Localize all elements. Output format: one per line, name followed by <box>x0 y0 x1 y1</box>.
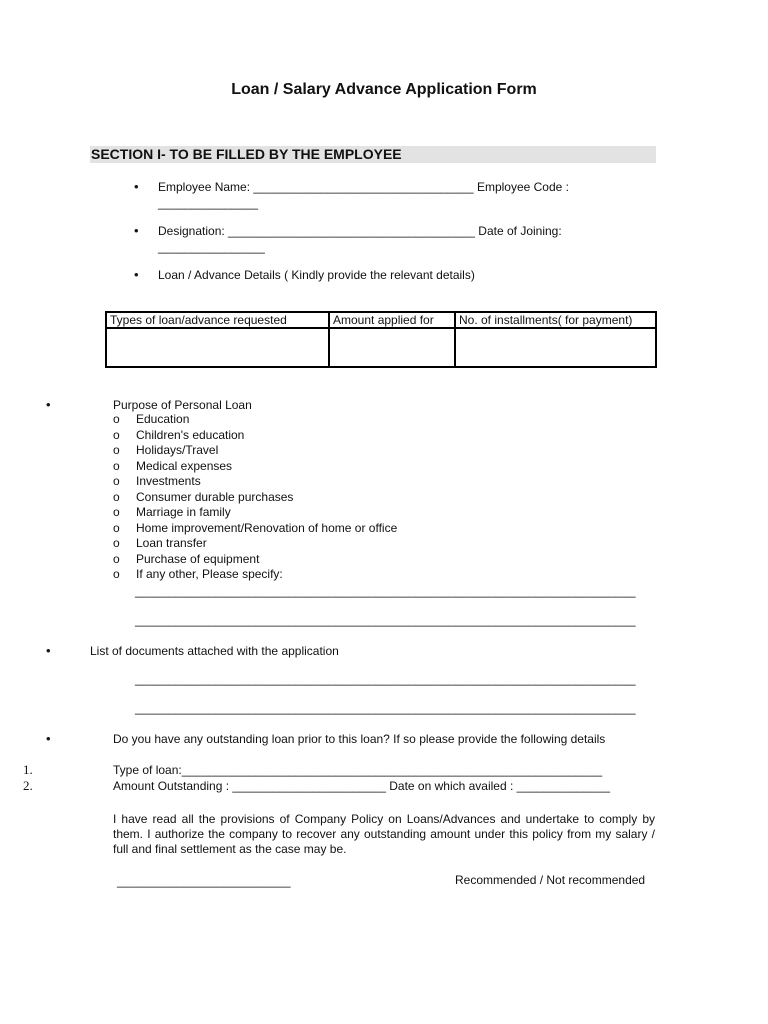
section-heading: SECTION I- TO BE FILLED BY THE EMPLOYEE <box>91 146 402 162</box>
purpose-item: If any other, Please specify: <box>136 567 283 581</box>
purpose-item: Investments <box>136 474 201 488</box>
loan-type-cell[interactable] <box>106 328 329 367</box>
declaration-text: I have read all the provisions of Company Policy on Loans/Advances and undertake to comply by them. I authorize the company to recover any outstanding amount under this policy from my salary / full and final settlement as the case may be. <box>113 812 655 856</box>
purpose-heading: Purpose of Personal Loan <box>113 398 252 412</box>
bullet-icon: • <box>46 731 51 746</box>
documents-heading: List of documents attached with the application <box>90 644 339 658</box>
purpose-item: Consumer durable purchases <box>136 490 294 504</box>
other-specify-line[interactable]: ___________________________________________________________________________ <box>135 613 636 627</box>
sub-bullet-icon: o <box>113 443 120 457</box>
employee-code-field[interactable]: _______________ <box>158 196 259 210</box>
purpose-item: Marriage in family <box>136 505 231 519</box>
other-specify-line[interactable]: ___________________________________________________________________________ <box>135 584 636 598</box>
purpose-item: Holidays/Travel <box>136 443 219 457</box>
sub-bullet-icon: o <box>113 567 120 581</box>
amount-cell[interactable] <box>329 328 455 367</box>
documents-line[interactable]: ___________________________________________________________________________ <box>135 701 636 715</box>
sub-bullet-icon: o <box>113 428 120 442</box>
bullet-icon: • <box>134 267 139 282</box>
designation-field[interactable]: Designation: _____________________________________ Date of Joining: <box>158 224 562 238</box>
table-row <box>106 328 656 367</box>
outstanding-heading: Do you have any outstanding loan prior to this loan? If so please provide the following details <box>113 732 606 746</box>
installments-cell[interactable] <box>455 328 656 367</box>
sub-bullet-icon: o <box>113 521 120 535</box>
type-of-loan-field[interactable]: Type of loan:_______________________________________________________________ <box>113 763 603 777</box>
column-header: No. of installments( for payment) <box>455 312 656 328</box>
purpose-item: Purchase of equipment <box>136 552 260 566</box>
sub-bullet-icon: o <box>113 412 120 426</box>
bullet-icon: • <box>46 643 51 658</box>
sub-bullet-icon: o <box>113 552 120 566</box>
sub-bullet-icon: o <box>113 474 120 488</box>
documents-line[interactable]: ___________________________________________________________________________ <box>135 672 636 686</box>
item-number: 2. <box>23 778 33 793</box>
amount-outstanding-field[interactable]: Amount Outstanding : _______________________ Date on which availed : ______________ <box>113 779 611 793</box>
sub-bullet-icon: o <box>113 505 120 519</box>
date-of-joining-field[interactable]: ________________ <box>158 240 265 254</box>
purpose-item: Children's education <box>136 428 245 442</box>
purpose-item: Medical expenses <box>136 459 233 473</box>
sub-bullet-icon: o <box>113 459 120 473</box>
sub-bullet-icon: o <box>113 490 120 504</box>
loan-details-label: Loan / Advance Details ( Kindly provide the relevant details) <box>158 268 475 282</box>
page-title: Loan / Salary Advance Application Form <box>231 81 537 98</box>
column-header: Amount applied for <box>329 312 455 328</box>
loan-details-table <box>105 311 657 368</box>
employee-name-field[interactable]: Employee Name: _________________________________ Employee Code : <box>158 180 569 194</box>
column-header: Types of loan/advance requested <box>106 312 329 328</box>
signature-line[interactable]: __________________________ <box>117 874 291 888</box>
bullet-icon: • <box>134 179 139 194</box>
purpose-item: Education <box>136 412 190 426</box>
bullet-icon: • <box>134 223 139 238</box>
item-number: 1. <box>23 762 33 777</box>
recommendation-label: Recommended / Not recommended <box>455 873 646 887</box>
table-header-row <box>106 312 656 328</box>
sub-bullet-icon: o <box>113 536 120 550</box>
purpose-item: Home improvement/Renovation of home or office <box>136 521 398 535</box>
purpose-item: Loan transfer <box>136 536 207 550</box>
bullet-icon: • <box>46 397 51 412</box>
